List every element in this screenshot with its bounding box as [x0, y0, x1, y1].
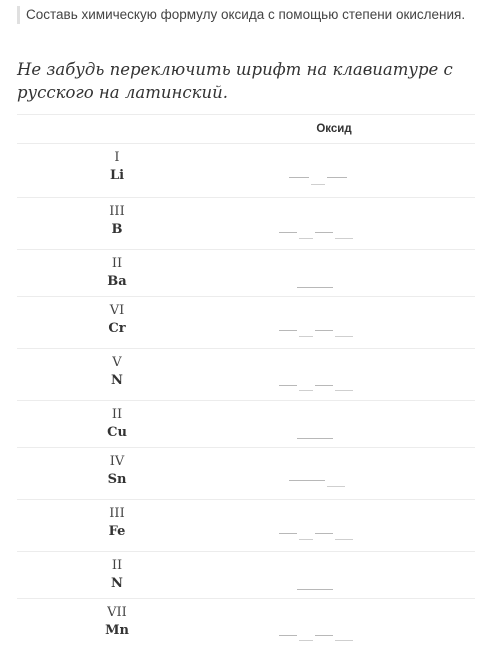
index-input[interactable] — [299, 336, 313, 337]
oxide-formula-input[interactable] — [279, 572, 369, 598]
oxygen-input[interactable] — [315, 330, 333, 331]
element-cell — [77, 406, 157, 442]
valency-label: II — [111, 558, 123, 573]
valency-label: VII — [107, 605, 127, 620]
element-cell — [77, 354, 157, 390]
index-input[interactable] — [335, 336, 353, 337]
element-input[interactable] — [279, 635, 297, 636]
oxide-formula-input[interactable] — [279, 619, 369, 645]
table-row — [17, 250, 475, 297]
oxide-formula-input[interactable] — [279, 520, 369, 546]
table-row — [17, 198, 475, 250]
element-symbol: N — [111, 576, 123, 591]
index-input[interactable] — [299, 390, 313, 391]
index-input[interactable] — [335, 238, 353, 239]
task-note: Не забудь переключить шрифт на клавиатуре с русского на латинский. — [17, 60, 453, 102]
oxygen-input[interactable] — [315, 635, 333, 636]
formula-input[interactable] — [297, 438, 333, 439]
element-input[interactable] — [279, 232, 297, 233]
table-row — [17, 448, 475, 500]
oxide-formula-input[interactable] — [279, 164, 369, 190]
oxide-column-header: Оксид — [316, 123, 352, 135]
index-input[interactable] — [335, 539, 353, 540]
valency-label: I — [114, 150, 120, 165]
task-instruction: Составь химическую формулу оксида с помощью степени окисления. — [17, 6, 496, 24]
oxygen-input[interactable] — [327, 177, 347, 178]
element-cell — [77, 557, 157, 593]
element-cell — [77, 302, 157, 338]
oxide-table — [17, 114, 475, 650]
element-cell — [77, 604, 157, 640]
index-input[interactable] — [327, 486, 345, 487]
element-symbol: N — [111, 373, 123, 388]
oxygen-input[interactable] — [315, 533, 333, 534]
valency-label: IV — [109, 454, 125, 469]
oxide-formula-input[interactable] — [279, 468, 369, 494]
element-cell — [77, 255, 157, 291]
valency-label: V — [112, 355, 122, 370]
element-symbol: Li — [109, 168, 125, 183]
index-input[interactable] — [299, 640, 313, 641]
element-symbol: Cu — [107, 425, 127, 440]
element-symbol: Sn — [107, 472, 127, 487]
element-cell — [77, 453, 157, 489]
table-row — [17, 144, 475, 198]
oxygen-input[interactable] — [315, 232, 333, 233]
formula-input[interactable] — [289, 480, 325, 481]
element-input[interactable] — [279, 385, 297, 386]
element-input[interactable] — [289, 177, 309, 178]
formula-input[interactable] — [297, 589, 333, 590]
oxide-formula-input[interactable] — [279, 270, 369, 296]
oxide-formula-input[interactable] — [279, 317, 369, 343]
element-cell — [77, 505, 157, 541]
oxide-formula-input[interactable] — [279, 421, 369, 447]
element-input[interactable] — [279, 533, 297, 534]
table-row — [17, 401, 475, 448]
element-cell — [77, 203, 157, 239]
index-input[interactable] — [335, 640, 353, 641]
oxide-formula-input[interactable] — [279, 369, 369, 395]
oxide-formula-input[interactable] — [279, 218, 369, 244]
valency-label: II — [111, 256, 123, 271]
element-symbol: Mn — [105, 623, 129, 638]
element-symbol: Cr — [108, 321, 126, 336]
table-row — [17, 552, 475, 599]
formula-input[interactable] — [297, 287, 333, 288]
index-input[interactable] — [299, 539, 313, 540]
table-row — [17, 297, 475, 349]
valency-label: III — [109, 204, 125, 219]
valency-label: III — [109, 506, 125, 521]
element-symbol: Ba — [107, 274, 127, 289]
index-input[interactable] — [311, 184, 325, 185]
element-symbol: B — [111, 222, 123, 237]
table-row — [17, 599, 475, 650]
index-input[interactable] — [335, 390, 353, 391]
table-header — [17, 115, 475, 144]
element-cell — [77, 149, 157, 185]
table-row — [17, 500, 475, 552]
valency-label: II — [111, 407, 123, 422]
oxygen-input[interactable] — [315, 385, 333, 386]
element-symbol: Fe — [108, 524, 126, 539]
valency-label: VI — [109, 303, 125, 318]
element-input[interactable] — [279, 330, 297, 331]
table-row — [17, 349, 475, 401]
index-input[interactable] — [299, 238, 313, 239]
